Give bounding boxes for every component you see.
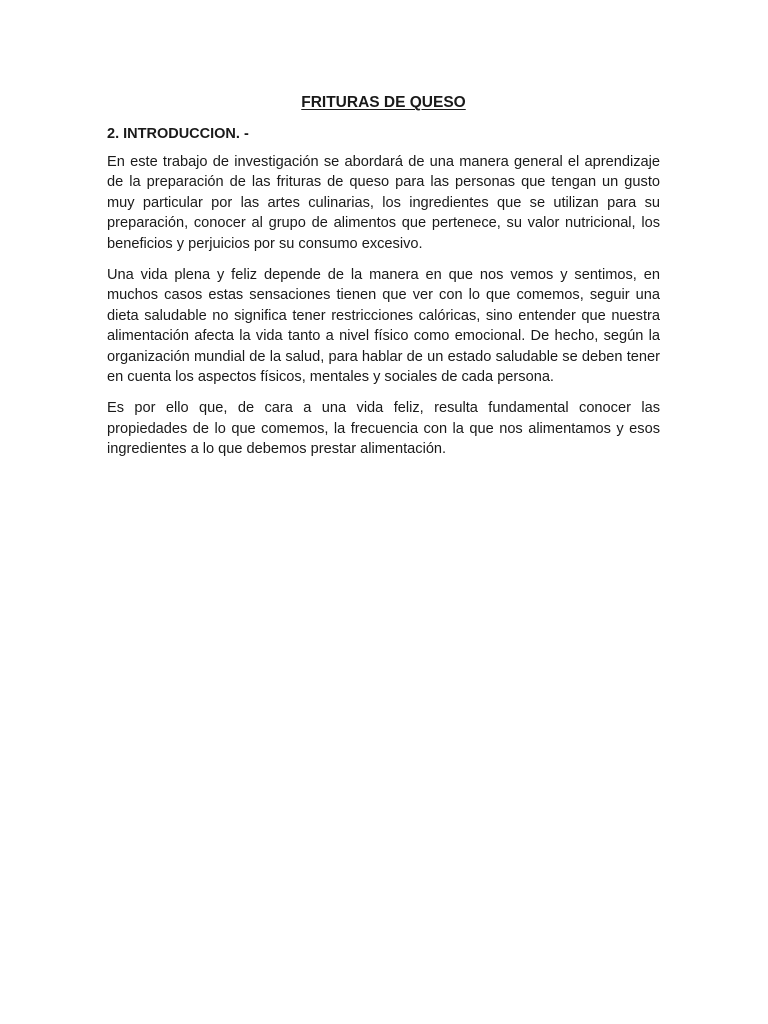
paragraph-intro-1: En este trabajo de investigación se abordará de una manera general el aprendizaje de la preparación de las frituras de queso para las personas que tengan un gusto muy particular por las artes culinarias, los ingredientes que se utilizan para su preparación, conocer al grupo de alimentos que pertenece, su valor nutricional, los beneficios y perjuicios por su consumo excesivo.	[107, 154, 660, 252]
section-heading: 2. INTRODUCCION. -	[107, 126, 249, 142]
paragraph-intro-3: Es por ello que, de cara a una vida feliz, resulta fundamental conocer las propiedades de lo que comemos, la frecuencia con la que nos alimentamos y esos ingredientes a lo que debemos prestar alimentación.	[107, 400, 660, 458]
document-body	[107, 93, 660, 471]
paragraph-intro-2: Una vida plena y feliz depende de la manera en que nos vemos y sentimos, en muchos casos estas sensaciones tienen que ver con lo que comemos, seguir una dieta saludable no significa tener restricciones calóricas, sino entender que nuestra alimentación afecta la vida tanto a nivel físico como emocional. De hecho, según la organización mundial de la salud, para hablar de un estado saludable se deben tener en cuenta los aspectos físicos, mentales y sociales de cada persona.	[107, 267, 660, 386]
document-title: FRITURAS DE QUESO	[301, 94, 466, 111]
